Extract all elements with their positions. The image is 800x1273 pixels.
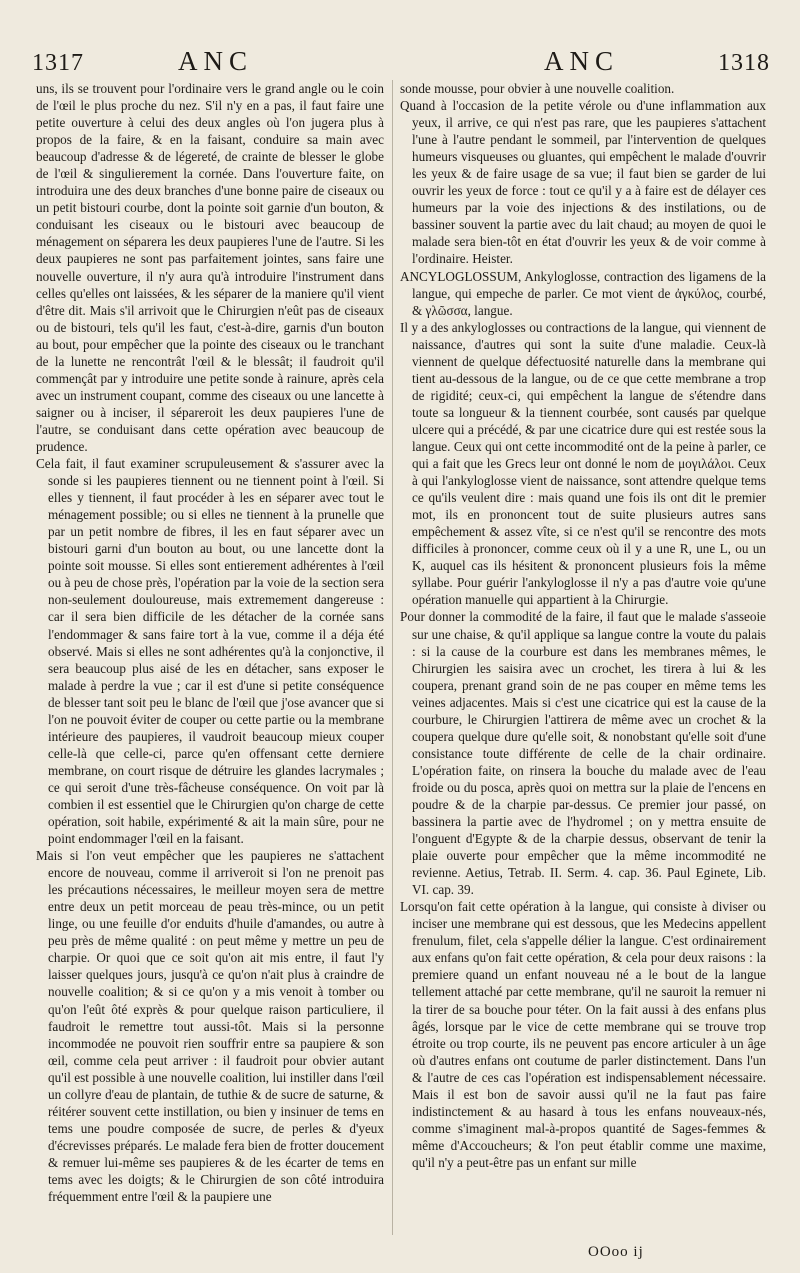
- headword-left: ANC: [178, 46, 254, 76]
- right-column: [400, 80, 766, 1171]
- paragraph: Pour donner la commodité de la faire, il faut que le malade s'asseoie sur une chaise, & qu'il applique sa langue contre la voute du palais : si la cause de la courbure est dans les membranes mêmes, le Chirurgien les saisira avec un crochet, les tirera à lui & les coupera, prenant grand soin de ne pas couper en même tems les veines adjacentes. Mais si c'est une cicatrice qui est la cause de la courbure, le Chirurgien l'attirera de même avec un crochet & la coupera quelque dure qu'elle soit, & nonobstant qu'elle soit d'une consistance toute différente de celle de la chair ordinaire. L'opération faite, on rinsera la bouche du malade avec de l'eau froide ou du posca, après quoi on mettra sur la plaie de l'encens en poudre & de la charpie par-dessus. Ce premier jour passé, on bassinera la partie avec de l'hydromel ; on y mettra ensuite de l'onguent d'Egypte & de la charpie dessus, observant de tenir la plaie ouverte pour empêcher que la même incommodité ne revienne. Aetius, Tetrab. II. Serm. 4. cap. 36. Paul Eginete, Lib. VI. cap. 39.: [400, 609, 766, 898]
- column-divider: [392, 80, 393, 1235]
- paragraph: Mais si l'on veut empêcher que les paupieres ne s'attachent encore de nouveau, comme il arriveroit si l'on ne prenoit pas les précautions nécessaires, le meilleur moyen sera de mettre entre deux un petit morceau de peau très-mince, ou un petit linge, ou une feuille d'or enduits d'huile d'amandes, ou autre à peu près de même qualité : on peut même y mettre un peu de charpie. Or quoi que ce soit qu'on ait mis entre, il faut l'y laisser quelques jours, jusqu'à ce qu'on n'ait plus à craindre de nouvelle coalition; & si ce qu'on y a mis venoit à tomber ou qu'on l'eût ôté exprès & pour quelque raison particuliere, il faudroit le remettre tout aussi-tôt. Mais si la personne incommodée ne pouvoit rien souffrir entre sa paupiere & son œil, comme cela peut arriver : il faudroit pour obvier autant qu'il est possible à une nouvelle coalition, lui instiller dans l'œil un collyre d'eau de plantain, de tuthie & de sucre de saturne, & réitérer souvent cette instillation, ou bien y insinuer de tems en tems une poudre composée de sucre, de perles & d'yeux d'écrevisses préparés. Le malade fera bien de frotter doucement & remuer lui-même ses paupieres & de les écarter de tems en tems avec les doigts; & le Chirurgien de son côté introduira fréquemment entre l'œil & la paupiere une: [36, 848, 384, 1205]
- page-number-left: 1317: [32, 50, 84, 76]
- paragraph: Quand à l'occasion de la petite vérole ou d'une inflammation aux yeux, il arrive, ce qui n'est pas rare, que les paupieres s'attachent l'une à l'autre pendant le sommeil, par l'intervention de quelques humeurs visqueuses ou gluantes, qui empêchent le malade d'ouvrir les yeux & de faire usage de sa vue; il faut bien se garder de lui ouvrir les yeux de force : tout ce qu'il y a à faire est de délayer ces humeurs par la voie des injections & des instilations, ou de bassiner souvent la partie avec du lait chaud; au moyen de quoi le malade sera bien-tôt en état d'ouvrir les yeux & de voir comme à l'ordinaire. Heister.: [400, 98, 766, 267]
- running-header: [30, 40, 770, 80]
- page-number-right: 1318: [718, 50, 770, 76]
- signature-mark: OOoo ij: [588, 1244, 644, 1260]
- left-column: [36, 80, 384, 1205]
- paragraph: Cela fait, il faut examiner scrupuleusement & s'assurer avec la sonde si les paupieres tiennent ou ne tiennent point à l'œil. Si elles y tiennent, il faut procéder à les en séparer avec tout le ménagement possible; ou si elles ne tiennent à la prunelle que par un petit nombre de fibres, il les en faut séparer avec un bistouri garni d'un bouton au bout, ou une lancette dont la pointe soit mousse. Si elles sont entierement adhérentes à l'œil ou à peu de chose près, l'opération par la voie de la section sera non-seulement douloureuse, mais extremement dangereuse : car il sera bien difficile de les détacher de la cornée sans l'endommager & sans faire tort à la vue, comme il a déja été observé. Mais si elles ne sont adhérentes qu'à la conjonctive, il sera beaucoup plus aisé de les en détacher, sans exposer le malade à perdre la vue ; car il est d'une si petite conséquence de blesser tant soit peu le blanc de l'œil que j'ose avancer que si l'on ne pouvoit éviter de couper ou cette partie ou la membrane intérieure des paupieres, il vaudroit beaucoup mieux couper celle-là que celle-ci, parce qu'en offensant cette derniere membrane, on court risque de détruire les glandes lacrymales ; ce qui seroit d'une très-fâcheuse conséquence. On voit par là combien il est essentiel que le Chirurgien qu'on charge de cette opération, soit habile, expérimenté & ait la main sûre, pour ne point endommager l'œil en la faisant.: [36, 456, 384, 847]
- paragraph: uns, ils se trouvent pour l'ordinaire vers le grand angle ou le coin de l'œil le plus proche du nez. S'il n'y en a pas, il faut faire une petite ouverture à celui des deux angles où l'on jugera plus à propos de la faire, & en la faisant, conduire sa main avec beaucoup d'adresse & de légereté, de crainte de blesser le globe de l'œil & singulierement la cornée. Dans l'ouverture faite, on introduira une des deux branches d'une bonne paire de ciseaux ou un petit bistouri courbe, dont la pointe soit garnie d'un bouton, & conduisant les ciseaux ou le bistouri avec beaucoup de ménagement on séparera les deux paupieres l'une de l'autre. Si les deux paupieres ne sont pas parfaitement jointes, sans faire une nouvelle ouverture, il n'y aura qu'à introduire l'instrument dans celles qu'elles ont laissées, & les séparer de la maniere qu'il vient d'être dit. Mais s'il arrivoit que le Chirurgien n'eût pas de ciseaux ou de bistouri, tels qu'il les faut, c'est-à-dire, garnis d'un bouton au bout, pour empêcher que la pointe des ciseaux ou le tranchant de la lunette ne rencontrât l'œil & le blessât; il faudroit qu'il commençât par y introduire une petite sonde à rainure, après cela avec un instrument coupant, comme des ciseaux ou une lancette à saigner ou à inciser, il sépareroit les deux paupieres l'une de l'autre, se conduisant dans cette opération avec beaucoup de prudence.: [36, 81, 384, 454]
- headword-right: ANC: [544, 46, 620, 76]
- paragraph: Il y a des ankyloglosses ou contractions de la langue, qui viennent de naissance, d'autres qui sont la suite d'une maladie. Ceux-là viennent de quelque défectuosité naturelle dans la membrane qui tient au-dessous de la langue, ou de ce que cette membrane a trop de rigidité; ceux-ci, qui empêchent la langue de s'étendre dans toute sa longueur & la tiennent courbée, sont causés par quelque ulcere qui a précédé, & par une cicatrice dure qui est restée sous la langue. Ceux qui ont cette incommodité ont de la peine à parler, ce qui a fait que les Grecs leur ont donné le nom de μογιλάλοι. Ceux à qui l'ankyloglosse vient de naissance, sont attendre quelque tems ce qu'ils veulent dire : mais quand une fois ils ont dit le premier mot, ils en prononcent tout de suite plusieurs autres sans empêchement & assez vîte, si ce n'est qu'il se rencontre des mots difficiles à prononcer, comme ceux où il y a une R, une L, ou un K, auquel cas ils hésitent & prononcent plusieurs fois la même syllabe. Pour guérir l'ankyloglosse il n'y a pas d'autre voie qu'une opération manuelle qui appartient à la Chirurgie.: [400, 319, 766, 608]
- entry-heading-paragraph: ANCYLOGLOSSUM, Ankyloglosse, contraction des ligamens de la langue, qui empeche de parler. Ce mot vient de ἀγκύλος, courbé, & γλῶσσα, langue.: [400, 268, 766, 318]
- paragraph: Lorsqu'on fait cette opération à la langue, qui consiste à diviser ou inciser une membrane qui est dessous, que les Medecins appellent frenulum, filet, cela s'appelle délier la langue. C'est ordinairement aux enfans qu'on fait cette opération, & cela pour deux raisons : la premiere quand un enfant nouveau né a le bout de la langue tellement attaché par cette membrane, qu'il ne sauroit la remuer ni la tirer de sa bouche pour téter. On la fait aussi à des enfans plus âgés, lorsque par le vice de cette membrane qui se trouve trop étroite ou trop courte, ils ne peuvent pas encore articuler à un âge où d'autres enfans ont coutume de parler distinctement. Dans l'un & l'autre de ces cas l'opération est indispensablement nécessaire. Mais il est bon de savoir aussi qu'il ne la faut pas faire indistinctement & au hasard à tous les enfans nouveaux-nés, comme s'imaginent mal-à-propos quantité de Sages-femmes & même d'Accoucheurs; & l'on peut établir comme une maxime, qu'il n'y a peut-être pas un enfant sur mille: [400, 899, 766, 1170]
- paragraph: sonde mousse, pour obvier à une nouvelle coalition.: [400, 81, 675, 96]
